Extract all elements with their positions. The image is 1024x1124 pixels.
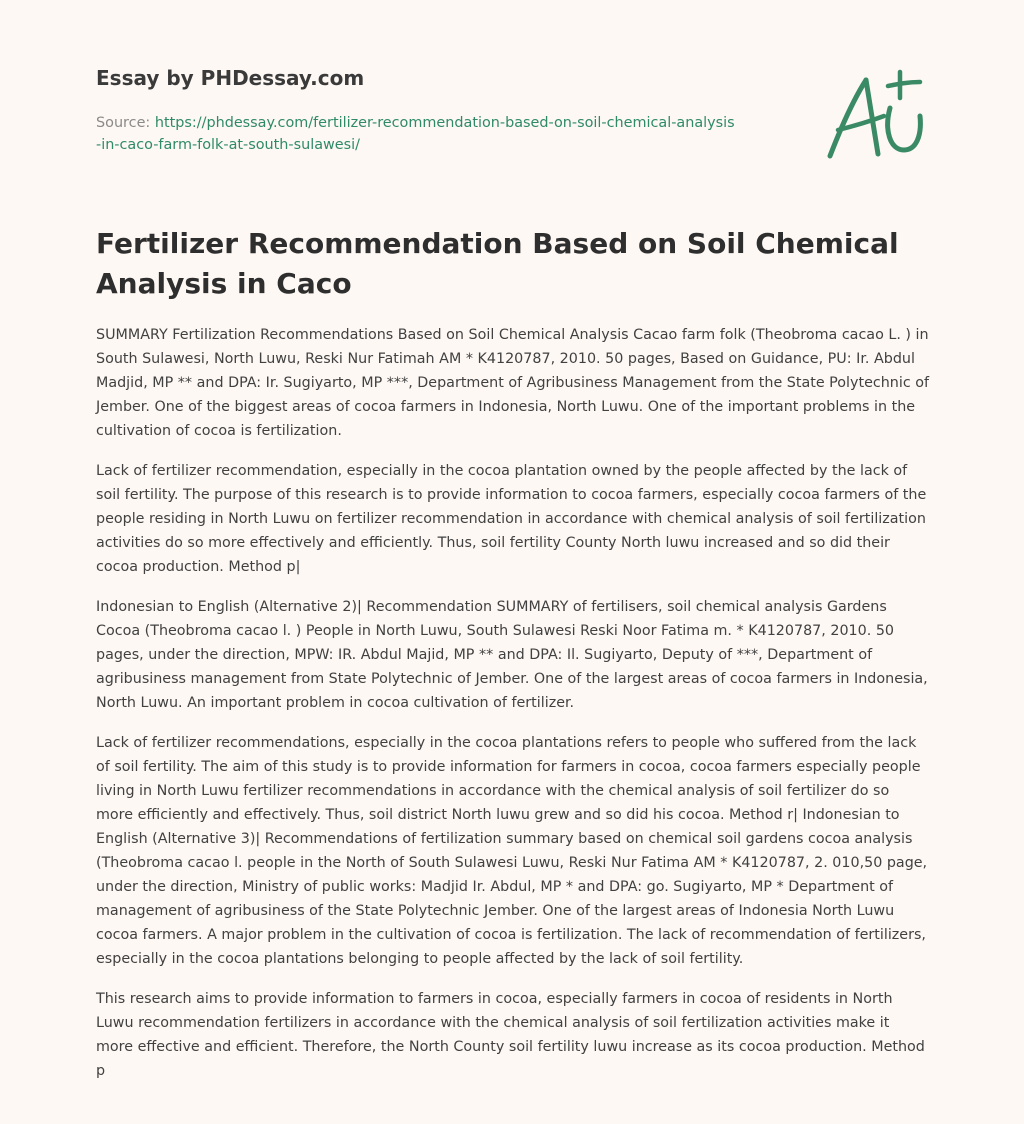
site-title: Essay by PHDessay.com [96,66,365,90]
essay-paragraph: Lack of fertilizer recommendations, especially in the cocoa plantations refers to people who suffered from the lack of soil fertility. The aim of this study is to provide information for farmers in cocoa, cocoa farmers especially people living in North Luwu fertilizer recommendations in accordance with the chemical analysis of soil fertilizer do so more efficiently and effectively. Thus, soil district North luwu grew and so did his cocoa. Method r| Indonesian to English (Alternative 3)| Recommendations of fertilization summary based on chemical soil gardens cocoa analysis (Theobroma cacao l. people in the North of South Sulawesi Luwu, Reski Nur Fatima AM * K4120787, 2. 010,50 page, under the direction, Ministry of public works: Madjid Ir. Abdul, MP * and DPA: go. Sugiyarto, MP * Department of management of agribusiness of the State Polytechnic Jember. One of the largest areas of Indonesia North Luwu cocoa farmers. A major problem in the cultivation of cocoa is fertilization. The lack of recommendation of fertilizers, especially in the cocoa plantations belonging to people affected by the lack of soil fertility. [96,735,928,967]
essay-title: Fertilizer Recommendation Based on Soil Chemical Analysis in Caco [96,227,899,300]
essay-body [96,323,930,1099]
source-line [96,112,736,156]
essay-paragraph: SUMMARY Fertilization Recommendations Based on Soil Chemical Analysis Cacao farm folk (Theobroma cacao L. ) in South Sulawesi, North Luwu, Reski Nur Fatimah AM * K4120787, 2010. 50 pages, Based on Guidance, PU: Ir. Abdul Madjid, MP ** and DPA: Ir. Sugiyarto, MP ***, Department of Agribusiness Management from the State Polytechnic of Jember. One of the biggest areas of cocoa farmers in Indonesia, North Luwu. One of the important problems in the cultivation of cocoa is fertilization. [96,327,930,439]
source-link[interactable]: https://phdessay.com/fertilizer-recommendation-based-on-soil-chemical-analysis-in-caco-farm-folk-at-south-sulawesi/ [96,115,735,153]
a-plus-grade-icon [824,68,928,164]
essay-paragraph: Lack of fertilizer recommendation, especially in the cocoa plantation owned by the people affected by the lack of soil fertility. The purpose of this research is to provide information to cocoa farmers, especially cocoa farmers of the people residing in North Luwu on fertilizer recommendation in accordance with chemical analysis of soil fertilization activities do so more effectively and efficiently. Thus, soil fertility County North luwu increased and so did their cocoa production. Method p| [96,463,927,575]
source-label: Source: [96,115,151,131]
essay-paragraph: Indonesian to English (Alternative 2)| Recommendation SUMMARY of fertilisers, soil chemical analysis Gardens Cocoa (Theobroma cacao l. ) People in North Luwu, South Sulawesi Reski Noor Fatima m. * K4120787, 2010. 50 pages, under the direction, MPW: IR. Abdul Majid, MP ** and DPA: Il. Sugiyarto, Deputy of ***, Department of agribusiness management from State Polytechnic of Jember. One of the largest areas of cocoa farmers in Indonesia, North Luwu. An important problem in cocoa cultivation of fertilizer. [96,599,928,711]
essay-paragraph: This research aims to provide information to farmers in cocoa, especially farmers in cocoa of residents in North Luwu recommendation fertilizers in accordance with the chemical analysis of soil fertilization activities make it more effective and efficient. Therefore, the North County soil fertility luwu increase as its cocoa production. Method p [96,991,925,1079]
